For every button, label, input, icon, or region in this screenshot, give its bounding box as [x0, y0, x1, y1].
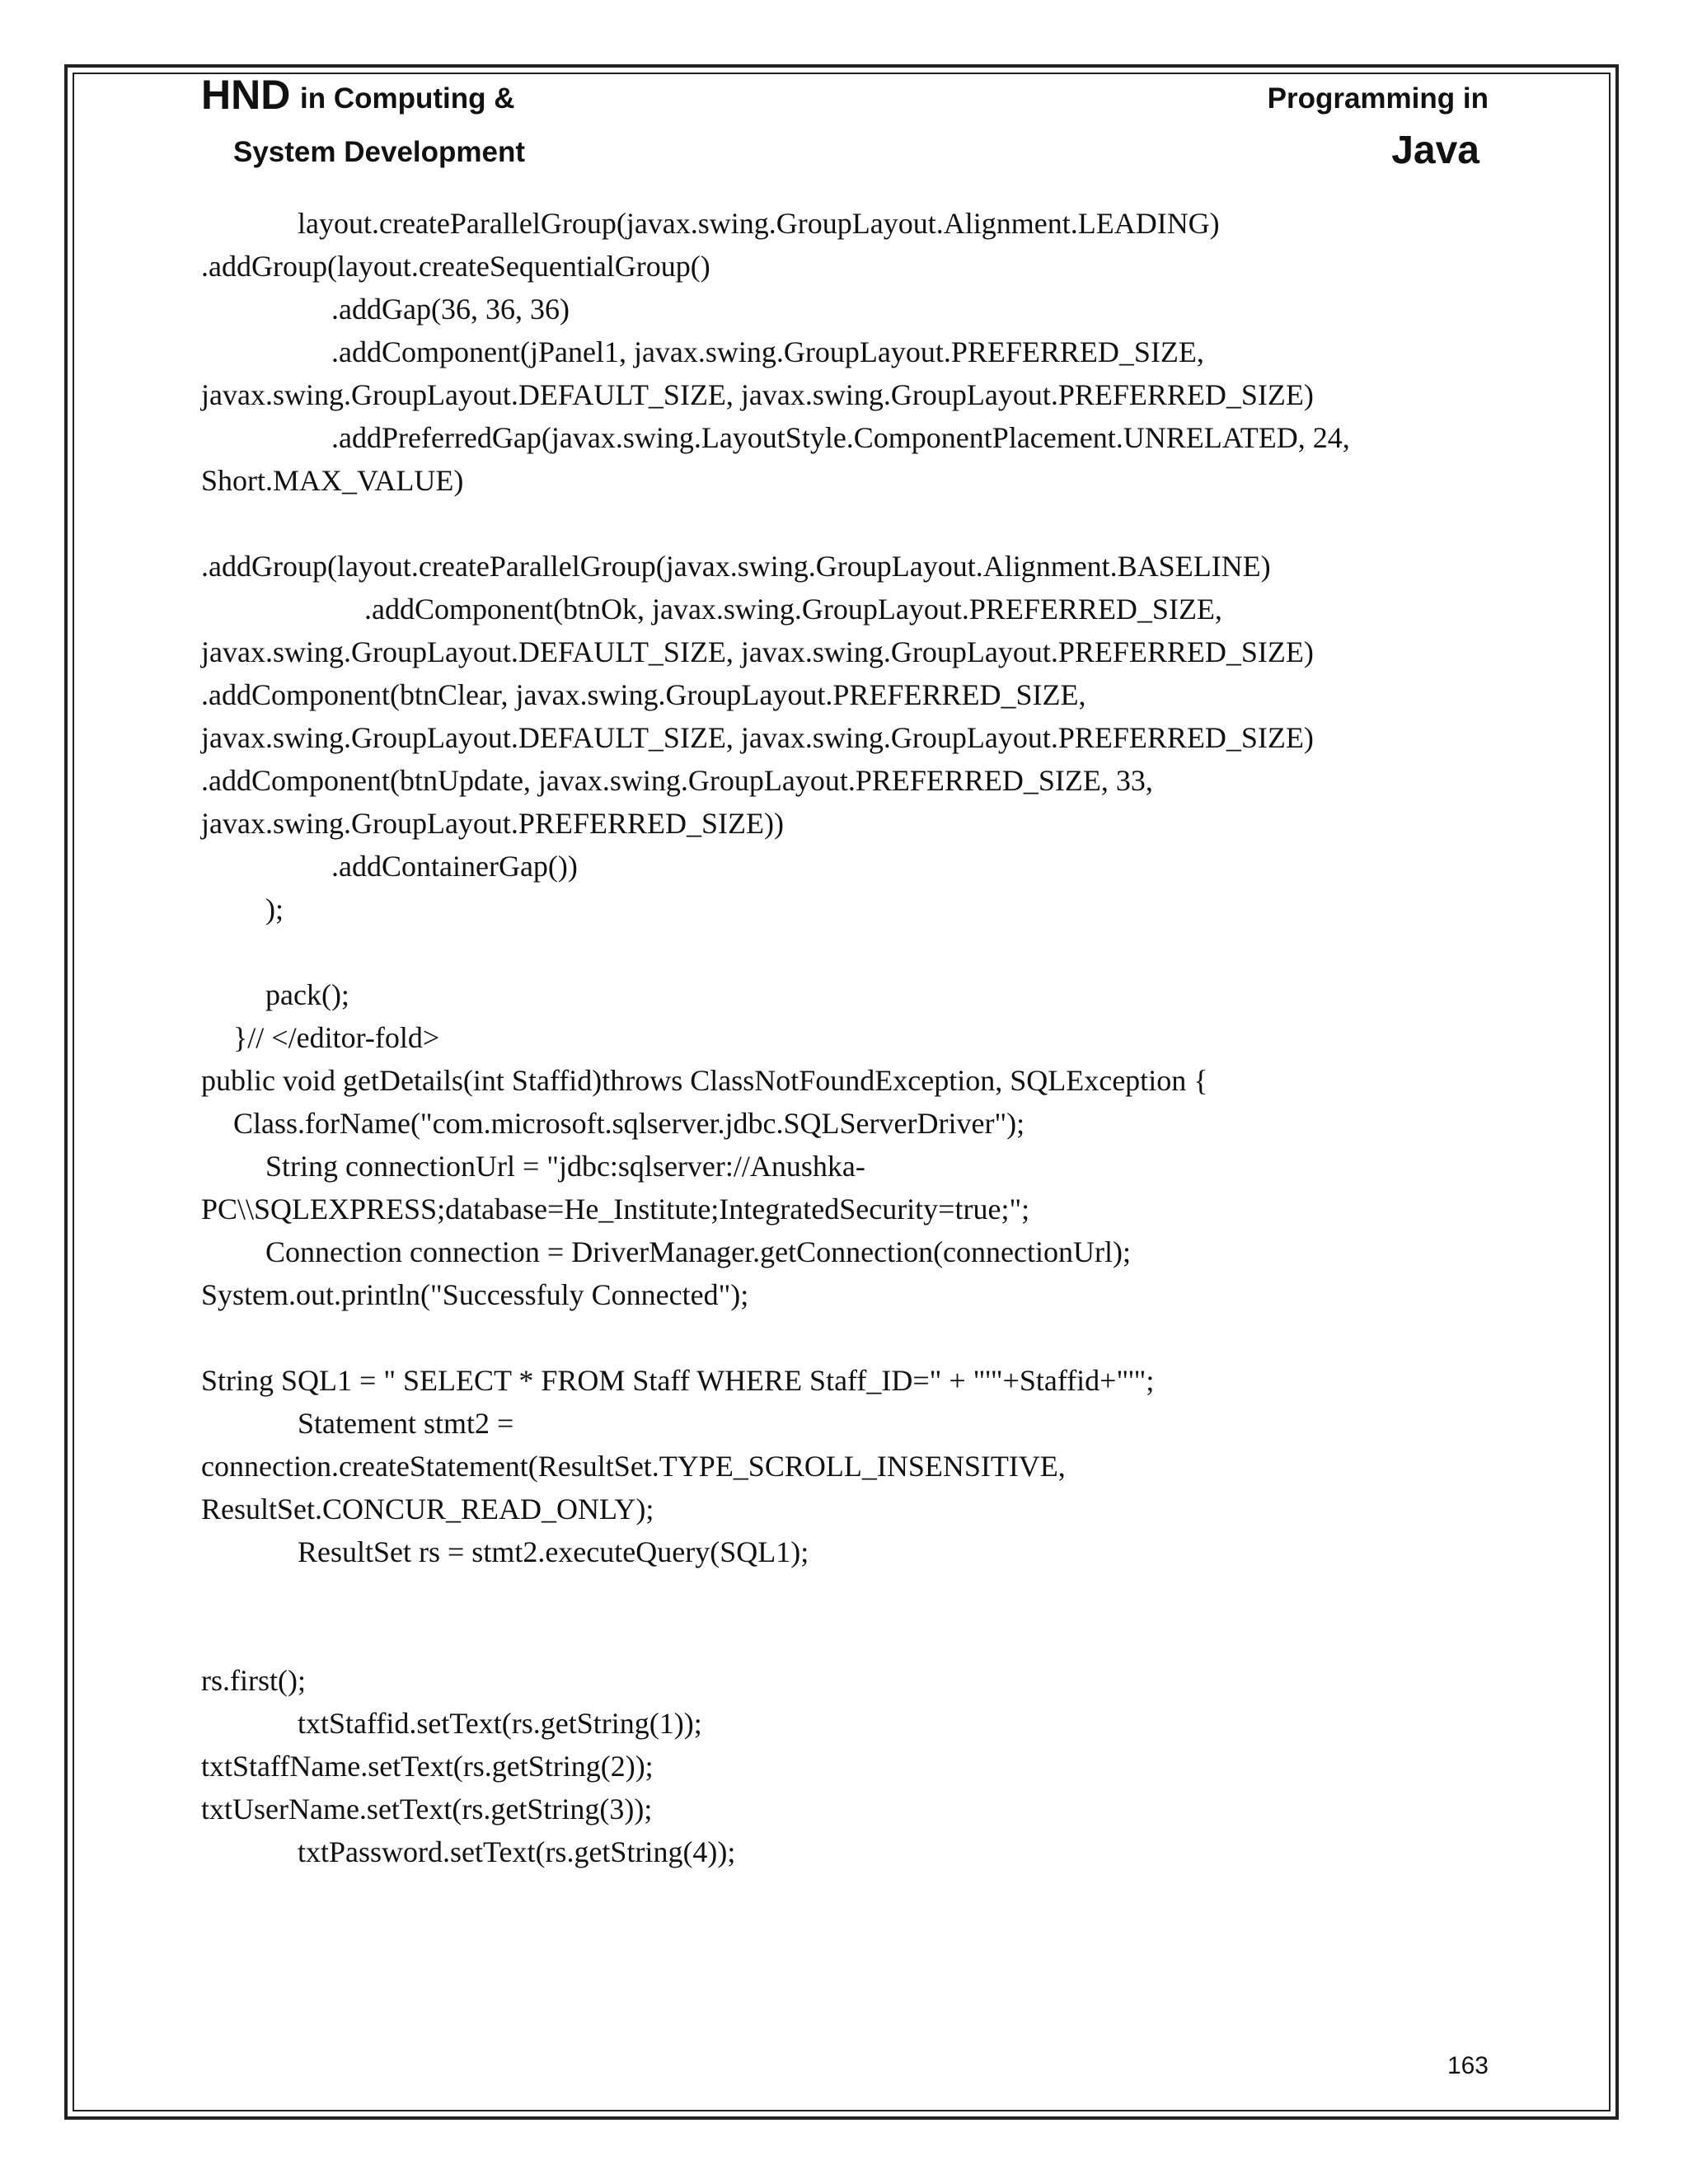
code-line: .addPreferredGap(javax.swing.LayoutStyle.ComponentPlacement.UNRELATED, 24, [331, 421, 1350, 454]
code-line: rs.first(); [201, 1664, 306, 1697]
code-line: txtStaffName.setText(rs.getString(2)); [201, 1750, 654, 1783]
code-line: txtPassword.setText(rs.getString(4)); [298, 1835, 736, 1868]
code-line: String connectionUrl = "jdbc:sqlserver://Anushka- [265, 1150, 865, 1183]
code-line: ResultSet rs = stmt2.executeQuery(SQL1); [298, 1535, 809, 1568]
code-line: Connection connection = DriverManager.getConnection(connectionUrl); [265, 1235, 1131, 1268]
header-java: Java [1391, 129, 1479, 172]
code-line: javax.swing.GroupLayout.PREFERRED_SIZE)) [201, 807, 784, 840]
header-system-development: System Development [233, 136, 526, 168]
code-line: .addGroup(layout.createParallelGroup(javax.swing.GroupLayout.Alignment.BASELINE) [201, 550, 1271, 583]
code-line: Statement stmt2 = [298, 1407, 514, 1440]
code-line: .addGap(36, 36, 36) [331, 293, 570, 326]
code-line: connection.createStatement(ResultSet.TYPE_SCROLL_INSENSITIVE, [201, 1450, 1066, 1483]
code-line: Class.forName("com.microsoft.sqlserver.jdbc.SQLServerDriver"); [233, 1107, 1025, 1140]
code-line: System.out.println("Successfuly Connected"); [201, 1278, 749, 1311]
code-line: txtUserName.setText(rs.getString(3)); [201, 1793, 653, 1825]
code-line: javax.swing.GroupLayout.DEFAULT_SIZE, javax.swing.GroupLayout.PREFERRED_SIZE) [201, 378, 1314, 411]
code-line: public void getDetails(int Staffid)throws ClassNotFoundException, SQLException { [201, 1064, 1208, 1097]
code-line: txtStaffid.setText(rs.getString(1)); [298, 1707, 702, 1740]
header-programming-in: Programming in [1267, 82, 1489, 115]
code-line: .addContainerGap()) [331, 850, 578, 883]
code-line: javax.swing.GroupLayout.DEFAULT_SIZE, javax.swing.GroupLayout.PREFERRED_SIZE) [201, 635, 1314, 668]
code-line: .addGroup(layout.createSequentialGroup() [201, 250, 710, 283]
code-line: layout.createParallelGroup(javax.swing.GroupLayout.Alignment.LEADING) [298, 207, 1220, 240]
header-hnd: HND [201, 72, 291, 118]
code-line: .addComponent(btnUpdate, javax.swing.GroupLayout.PREFERRED_SIZE, 33, [201, 764, 1153, 797]
code-line: .addComponent(btnClear, javax.swing.GroupLayout.PREFERRED_SIZE, [201, 678, 1086, 711]
header-in-computing: in Computing & [300, 82, 515, 115]
code-line: }// </editor-fold> [233, 1021, 440, 1054]
code-line: .addComponent(jPanel1, javax.swing.GroupLayout.PREFERRED_SIZE, [331, 335, 1204, 368]
code-line: javax.swing.GroupLayout.DEFAULT_SIZE, javax.swing.GroupLayout.PREFERRED_SIZE) [201, 721, 1314, 754]
code-line: .addComponent(btnOk, javax.swing.GroupLayout.PREFERRED_SIZE, [364, 593, 1222, 626]
code-line: pack(); [265, 978, 349, 1011]
code-line: ); [265, 893, 284, 926]
code-line: ResultSet.CONCUR_READ_ONLY); [201, 1493, 654, 1526]
code-line: PC\\SQLEXPRESS;database=He_Institute;IntegratedSecurity=true;"; [201, 1193, 1030, 1226]
code-line: Short.MAX_VALUE) [201, 464, 464, 497]
page-number: 163 [1447, 2052, 1489, 2079]
code-line: String SQL1 = " SELECT * FROM Staff WHERE Staff_ID=" + "'"+Staffid+"'"; [201, 1364, 1155, 1397]
